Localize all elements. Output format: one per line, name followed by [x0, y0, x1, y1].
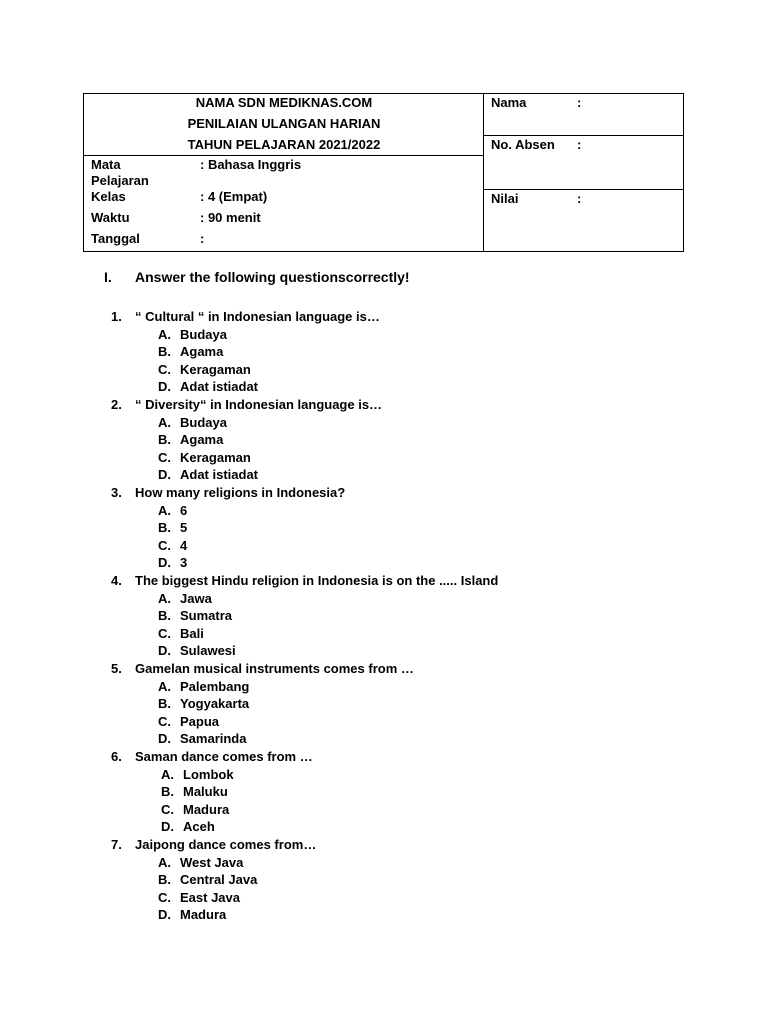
option-letter: A. [161, 766, 174, 782]
option-letter: D. [158, 467, 171, 483]
option-text: Sumatra [180, 608, 233, 624]
option-letter: D. [158, 643, 171, 659]
option-letter: C. [158, 449, 171, 465]
question-text: How many religions in Indonesia? [135, 485, 346, 500]
question-number: 3. [111, 485, 122, 500]
option-text: East Java [180, 889, 240, 905]
exam-info-cell [84, 156, 484, 251]
option-text: Sulawesi [180, 643, 236, 659]
option-text: Budaya [180, 326, 227, 342]
info-label-date: Tanggal [91, 231, 140, 246]
option-text: 5 [180, 520, 188, 536]
question-number: 4. [111, 573, 122, 588]
school-info-cell [84, 94, 484, 156]
option-letter: A. [158, 678, 171, 694]
option-text: Keragaman [180, 361, 251, 377]
field-score-colon: : [577, 191, 582, 206]
option-letter: D. [158, 379, 171, 395]
field-name-label: Nama [491, 95, 527, 110]
info-label-time: Waktu [91, 210, 130, 225]
option-letter: D. [158, 555, 171, 571]
question-text: “ Cultural “ in Indonesian language is… [135, 309, 380, 324]
option-text: Central Java [180, 872, 258, 888]
option-text: Budaya [180, 414, 227, 430]
option-letter: A. [158, 590, 171, 606]
option-letter: C. [158, 713, 171, 729]
option-text: Adat istiadat [180, 467, 259, 483]
question-text: The biggest Hindu religion in Indonesia is on the ..... Island [135, 573, 499, 588]
question-number: 6. [111, 749, 122, 764]
option-letter: C. [158, 361, 171, 377]
option-letter: C. [158, 889, 171, 905]
option-text: Palembang [180, 678, 250, 694]
option-letter: A. [158, 414, 171, 430]
question-number: 1. [111, 309, 122, 324]
option-letter: B. [158, 696, 171, 712]
section-number: I. [104, 269, 112, 285]
option-text: Jawa [180, 590, 212, 606]
option-letter: A. [158, 502, 171, 518]
option-text: Madura [180, 907, 227, 923]
option-letter: C. [161, 801, 174, 817]
option-letter: B. [158, 432, 171, 448]
option-text: Madura [183, 801, 230, 817]
info-label-class: Kelas [91, 189, 126, 204]
option-text: Agama [180, 432, 224, 448]
field-score [484, 189, 683, 251]
field-name [484, 94, 683, 136]
field-absen-colon: : [577, 137, 582, 152]
option-text: Agama [180, 344, 224, 360]
question-number: 2. [111, 397, 122, 412]
question-text: “ Diversity“ in Indonesian language is… [135, 397, 383, 412]
question-text: Saman dance comes from … [135, 749, 313, 764]
academic-year: TAHUN PELAJARAN 2021/2022 [187, 137, 381, 152]
field-name-colon: : [577, 95, 582, 110]
question-text: Jaipong dance comes from… [135, 837, 317, 852]
option-text: Samarinda [180, 731, 247, 747]
option-text: Lombok [183, 766, 234, 782]
option-text: Yogyakarta [180, 696, 250, 712]
option-letter: B. [158, 872, 171, 888]
option-text: 4 [180, 537, 188, 553]
option-text: Papua [180, 713, 220, 729]
info-value-class: : 4 (Empat) [200, 189, 268, 204]
question-text: Gamelan musical instruments comes from … [135, 661, 414, 676]
option-letter: D. [161, 819, 174, 835]
option-letter: C. [158, 537, 171, 553]
option-text: 6 [180, 502, 188, 518]
option-text: Adat istiadat [180, 379, 259, 395]
section-instruction: Answer the following questionscorrectly! [135, 269, 410, 285]
option-letter: B. [158, 344, 171, 360]
field-score-label: Nilai [491, 191, 519, 206]
option-text: Keragaman [180, 449, 251, 465]
field-absen [484, 136, 683, 189]
option-letter: A. [158, 854, 171, 870]
exam-header-table [83, 93, 684, 252]
option-letter: D. [158, 731, 171, 747]
option-letter: D. [158, 907, 171, 923]
option-letter: B. [161, 784, 174, 800]
option-text: Bali [180, 625, 204, 641]
exam-title: PENILAIAN ULANGAN HARIAN [187, 116, 381, 131]
option-letter: B. [158, 520, 171, 536]
option-text: Aceh [183, 819, 215, 835]
info-value-date: : [200, 231, 205, 246]
option-letter: A. [158, 326, 171, 342]
question-number: 7. [111, 837, 122, 852]
option-text: Maluku [183, 784, 228, 800]
student-fields-cell [484, 94, 683, 251]
school-name: NAMA SDN MEDIKNAS.COM [195, 95, 373, 110]
field-absen-label: No. Absen [491, 137, 555, 152]
option-letter: B. [158, 608, 171, 624]
info-value-subject: : Bahasa Inggris [200, 157, 302, 172]
question-number: 5. [111, 661, 122, 676]
option-text: West Java [180, 854, 244, 870]
info-label-subject: Mata Pelajaran [91, 157, 149, 188]
option-text: 3 [180, 555, 188, 571]
option-letter: C. [158, 625, 171, 641]
info-value-time: : 90 menit [200, 210, 261, 225]
